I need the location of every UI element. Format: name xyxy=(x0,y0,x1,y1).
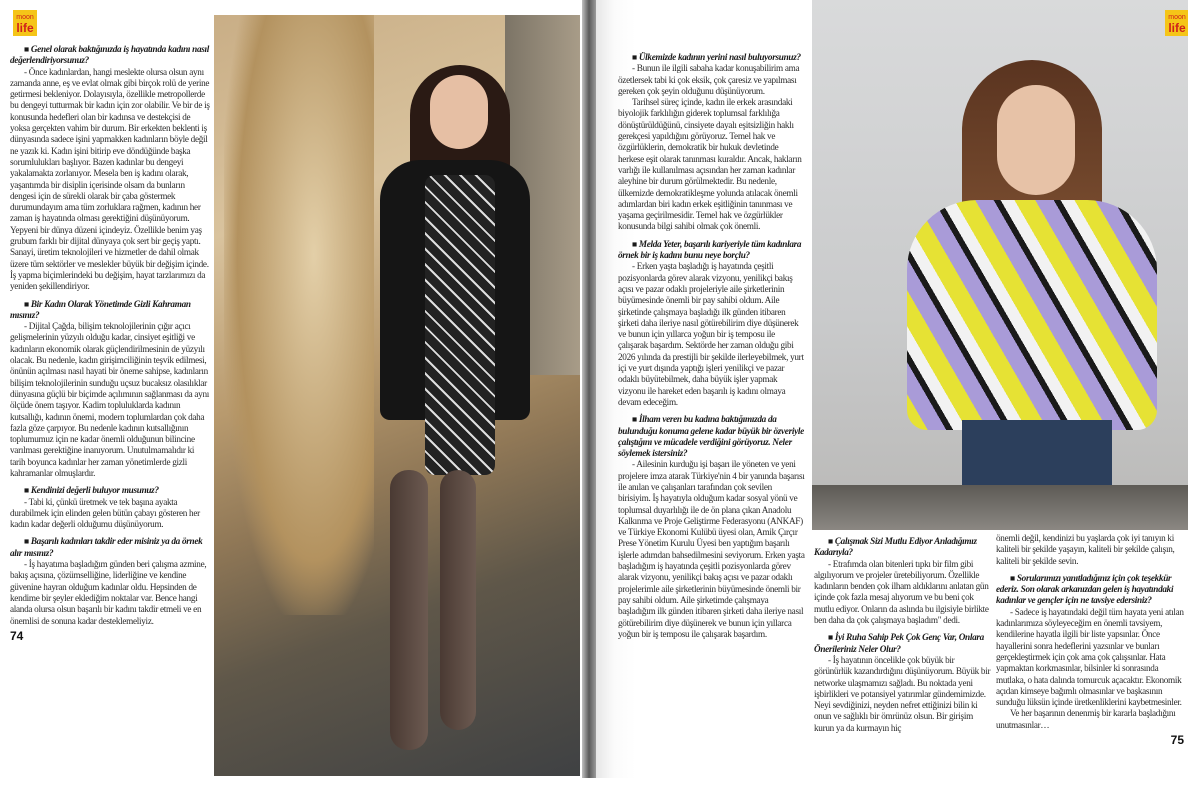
question-text: Çalışmak Sizi Mutlu Ediyor Anladığımız Kadarıyla? xyxy=(814,536,977,558)
interview-answer: - Etrafımda olan bitenleri tıpkı bir film gibi algılıyorum ve projeler üretebiliyorum. Özellikle kadınların benden çok ilham aldıklarını anlatan gün içinde çok fazla mesaj alıyorum ve bu beni çok mutlu ediyor. Onların da aslında bu ilgisiyle birlikte ben daha da çok çalışmaya başladım" dedi. xyxy=(814,558,989,626)
logo-line-1: moon xyxy=(1168,14,1186,21)
interview-answer: Ve her başarının denenmiş bir kararla başladığını unutmasınlar… xyxy=(996,708,1176,730)
left-page xyxy=(0,0,582,778)
square-bullet-icon: ■ xyxy=(1010,572,1015,583)
question-text: İyi Ruha Sahip Pek Çok Genç Var, Onlara Önerileriniz Neler Olur? xyxy=(814,632,984,654)
interview-question xyxy=(996,573,1184,607)
interview-answer: - Tabi ki, çünkü üretmek ve tek başına ayakta durabilmek için elinden gelen bütün çabayı gösteren her kadın kadar değerli olduğumu düşünüyorum. xyxy=(10,496,200,530)
logo-line-2: life xyxy=(16,21,34,35)
square-bullet-icon: ■ xyxy=(632,52,637,62)
magazine-logo xyxy=(1165,10,1188,36)
interview-answer: - Sadece iş hayatındaki değil tüm hayata yeni atılan kadınlarımıza söyleyeceğim en önemli tavsiyem, kendilerine hayatla ilgili bir liste yapsınlar. Önce hayallerini sonra hedeflerini yazsınlar ve bunları gerçekleştirmek için çok ama çok çalışsınlar. Hata yapmaktan korkmasınlar, bilsinler ki sonrasında mutlaka, o hata dalında tomurcuk açacaktır. Ekonomik açıdan kimseye bağımlı olmasınlar ve başkasının sunduğu lüksün içinde üretkenliklerini kaybetmesinler. xyxy=(996,606,1184,708)
interview-question xyxy=(618,414,806,459)
portrait-photo-right xyxy=(812,0,1188,530)
question-text: İlham veren bu kadına baktığımızda da bulunduğu konuma gelene kadar büyük bir özveriyle çalıştığını ve mücadele verdiğini görüyoruz. Neler söylemek istersiniz? xyxy=(618,414,804,459)
interview-question xyxy=(618,239,806,262)
carved-stone-decor xyxy=(224,15,374,615)
spine-gutter xyxy=(582,0,596,778)
patterned-blouse xyxy=(907,200,1157,430)
question-text: Genel olarak baktığınızda iş hayatında kadını nasıl değerlendiriyorsunuz? xyxy=(10,44,210,66)
interview-question xyxy=(10,485,210,496)
answer-continued: önemli değil, kendinizi bu yaşlarda çok iyi tanıyın ki kaliteli bir şekilde yaşayın, kaliteli bir şekilde çalışın, kaliteli bir şekilde sevin. xyxy=(996,533,1175,566)
interview-question xyxy=(10,536,210,559)
square-bullet-icon: ■ xyxy=(632,414,637,425)
interview-question xyxy=(814,536,992,559)
question-text: Sorularımızı yanıtladığınız için çok teşekkür ederiz. Son olarak arkanızdan gelen iş hayatındaki kadınlar ve gençler için ne tavsiye edersiniz? xyxy=(996,572,1174,606)
square-bullet-icon: ■ xyxy=(24,298,29,309)
interview-answer: - Erken yaşta başladığı iş hayatında çeşitli pozisyonlarda görev alarak vizyonu, yenilikçi bakış açısı ve pazar odaklı projeleriyle aile şirketlerinin büyümesinde önemli bir pay sahibi oldum. Aile şirketinde çalışmaya başladığı ilk günden itibaren şirketi daha ileriye nasıl götürebilirim diye düşünerek ve bunun için yıllarca yoğun bir iş temposu ile çalışarak başardım. Sektörde her zaman olduğu gibi 2026 yılında da prestijli bir şekilde ilerleyebilmek, yurt içi ve yurt dışında yaptığı işleri yenilikçi ve pazar odaklı büyütebilmek, daha büyük işler yapmak vizyonu ile hareket eden başarılı iş kadını olmaya devam edeceğim. xyxy=(618,261,804,407)
square-bullet-icon: ■ xyxy=(24,536,29,547)
logo-line-2: life xyxy=(1168,21,1186,35)
text-column-middle xyxy=(618,52,806,640)
interview-answer: - Dijital Çağda, bilişim teknolojilerinin çığır açıcı gelişmelerinin yüzyılı olduğu kadar, cinsiyet eşitliği ve kadınların ekonomik olarak güçlendirilmesinin de yüzyılı olacak. Bu nedenle, kadın girişimciliğinin teşvik edilmesi, önünün açılması nasıl hayati bir öneme sahipse, kadınların bilişim teknolojilerinin sunduğu uçsuz bucaksız olasılıklar dünyasına güçlü bir biçimde açılımının sağlanması da aynı ölçüde önem taşıyor. Kadim topluluklarda kadının kutsallığı, kadının önemi, modern toplumlardan çok daha fazla göze çarpıyor. Bu nedenle kadının kutsallığının toplumumuz için ne kadar önemli olduğunun bilincine varılması gerektiğine inanıyorum. Unutulmamalıdır ki tarih boyunca kadınlar her zaman yönetimlerde gizli kahramanlar olmuşlardır. xyxy=(10,321,210,478)
leg-right xyxy=(440,470,476,730)
interview-question xyxy=(10,299,210,322)
question-text: Bir Kadın Olarak Yönetimde Gizli Kahraman mısınız? xyxy=(10,298,191,320)
square-bullet-icon: ■ xyxy=(828,632,833,643)
interview-answer: - Önce kadınlardan, hangi meslekte olursa olsun aynı zamanda anne, eş ve evlat olmak gibi birçok rolü de yerine getirmesi bekleniyor. Dolayısıyla, özellikle metropollerde bu dengeyi tutturmak bir kadın için zor olabilir. Ve bir de iş konusunda hedefleri olan bir kadınsa ve destekçisi de yoksa gerçekten vahim bir durum. Bir erkekten beklenti iş dünyasında sadece işini yapmakken kadınların böyle değil ne yazık ki. Kadın işini bitirip eve döndüğünde başka sorumlulukları başlıyor. Bazen kadınlar bu dengeyi yakalamakta zorlanıyor. Mesela ben iş kadını olarak, yaşantımda bir disiplin içerisinde olsam da bunların dengesi için de sürekli olarak bir çaba göstermek durumundayım ama tüm zorluklara rağmen, kadının her zaman iş hayatında olması gerektiğini düşünüyorum. Yepyeni bir dünya düzeni içindeyiz. Özellikle benim yaş grubum farklı bir dijital dünyaya çok sert bir geçiş yaptı. Sanayi, üretim teknolojileri ve hizmetler de dahil olmak üzere tüm sektörler ve meslekler büyük bir değişim içinde. İş yapma biçimlerindeki bu değişim, hayat tarzlarımızı da yeniden şekillendiriyor. xyxy=(10,66,210,292)
square-bullet-icon: ■ xyxy=(24,485,29,496)
magazine-logo xyxy=(13,10,37,36)
logo-line-1: moon xyxy=(16,14,34,21)
square-bullet-icon: ■ xyxy=(632,238,637,249)
page-number-right: 75 xyxy=(1170,733,1184,748)
square-bullet-icon: ■ xyxy=(24,44,29,54)
interview-answer: - İş hayatının öncelikle çok büyük bir görünürlük kazandırdığını düşünüyorum. Büyük bir networke ulaşmamızı sağladı. Bu noktada yeni işbirlikleri ve potansiyel yatırımlar gündemimizde. Neyi sevdiğinizi, neyden nefret ettiğinizi bilin ki onun ve sağlıklı bir ömrünüz olsun. Bir girişim kurun ya da kurmayın hiç xyxy=(814,654,991,733)
ornate-frame xyxy=(812,485,1188,530)
leg-left xyxy=(390,470,428,750)
patterned-dress xyxy=(425,175,495,475)
interview-answer: - Bunun ile ilgili sabaha kadar konuşabilirim ama özetlersek tabi ki çok eksik, çok çaresiz ve yapılması gereken çok şeyin olduğunu düşünüyorum. xyxy=(618,63,800,96)
text-column-right-b xyxy=(996,533,1184,747)
question-text: Kendinizi değerli buluyor musunuz? xyxy=(30,485,159,496)
interview-question xyxy=(814,632,992,655)
page-number-left: 74 xyxy=(10,628,24,643)
portrait-photo-left xyxy=(214,15,580,776)
interview-question xyxy=(618,52,806,63)
text-column-left xyxy=(10,44,210,643)
interview-answer: Tarihsel süreç içinde, kadın ile erkek arasındaki biyolojik farklılığın giderek toplumsal farklılığa dönüştürüldüğünü, cinsiyete dayalı eşitsizliğin haklı gerekçesi yapıldığını görüyoruz. Temel hak ve özgürlüklerin, demokratik bir hukuk devletinde herkese eşit olarak tanınması kuraldır. Ancak, hakların varlığı ile kullanılması açısından her zaman kadınlar aleyhine bir durum görülmektedir. Bu nedenle, ülkemizde demokratikleşme yolunda atılacak önemli adımlardan biri kadın erkek eşitliğinin tanınması ve yaşama geçirilmesidir. Temel hak ve özgürlükler konusunda bilgi sahibi olmak çok önemli. xyxy=(618,97,802,232)
square-bullet-icon: ■ xyxy=(828,536,833,546)
interview-answer: - İş hayatıma başladığım günden beri çalışma azmine, bakış açısına, çözümselliğine, liderliğine ve kendine güvenine hayran olduğum kadınlar oldu. Hepsinden de kendime bir şeyler eklediğim noktalar var. Bence hangi alanda olursa olsun başarılı bir kadını takdir etmeli ve en önemlisi de sonuna kadar desteklemeliyiz. xyxy=(10,559,207,626)
question-text: Başarılı kadınları takdir eder misiniz ya da örnek alır mısınız? xyxy=(10,536,203,558)
question-text: Ülkemizde kadının yerini nasıl buluyorsunuz? xyxy=(638,52,801,62)
text-column-right-a xyxy=(814,536,992,734)
interview-answer: - Ailesinin kurduğu işi başarı ile yöneten ve yeni projelere imza atarak Türkiye'nin 4 bir yanında başarısı ile anılan ve çalışanları tarafından çok sevilen birisiyim. İş hayatıyla olduğum kadar sosyal yönü ve toplumsal duyarlılığı ile de ön plana çıkan Anadolu Kalkınma ve Proje Geliştirme Federasyonu (ANKAF) ve Türkiye Ekonomi Kulübü üyesi olan, Amik Çırçır Prese Yönetim Kurulu Üyesi ben yaptığım başarılı işlerle adımdan bahsedilmesini seviyorum. Erken yaşta başladığım iş hayatında çeşitli pozisyonlarda görev alarak vizyonu, yenilikçi bakış açısı ve pazar odaklı projelerimle aile şirketlerinin büyümesinde önemli bir pay sahibi oldum. Aile şirketimde çalışmaya başladığım ilk günden itibaren şirketi daha ileriye nasıl götürebilirim diye düşünerek ve bunun için yıllarca yoğun bir iş temposu ile çalışarak başardım. xyxy=(618,459,805,639)
face xyxy=(997,85,1075,195)
face xyxy=(430,75,488,149)
right-page xyxy=(596,0,1188,778)
question-text: Melda Yeter, başarılı kariyeriyle tüm kadınlara örnek bir iş kadını bunu neye borçlu? xyxy=(618,238,802,261)
interview-question xyxy=(10,44,210,67)
